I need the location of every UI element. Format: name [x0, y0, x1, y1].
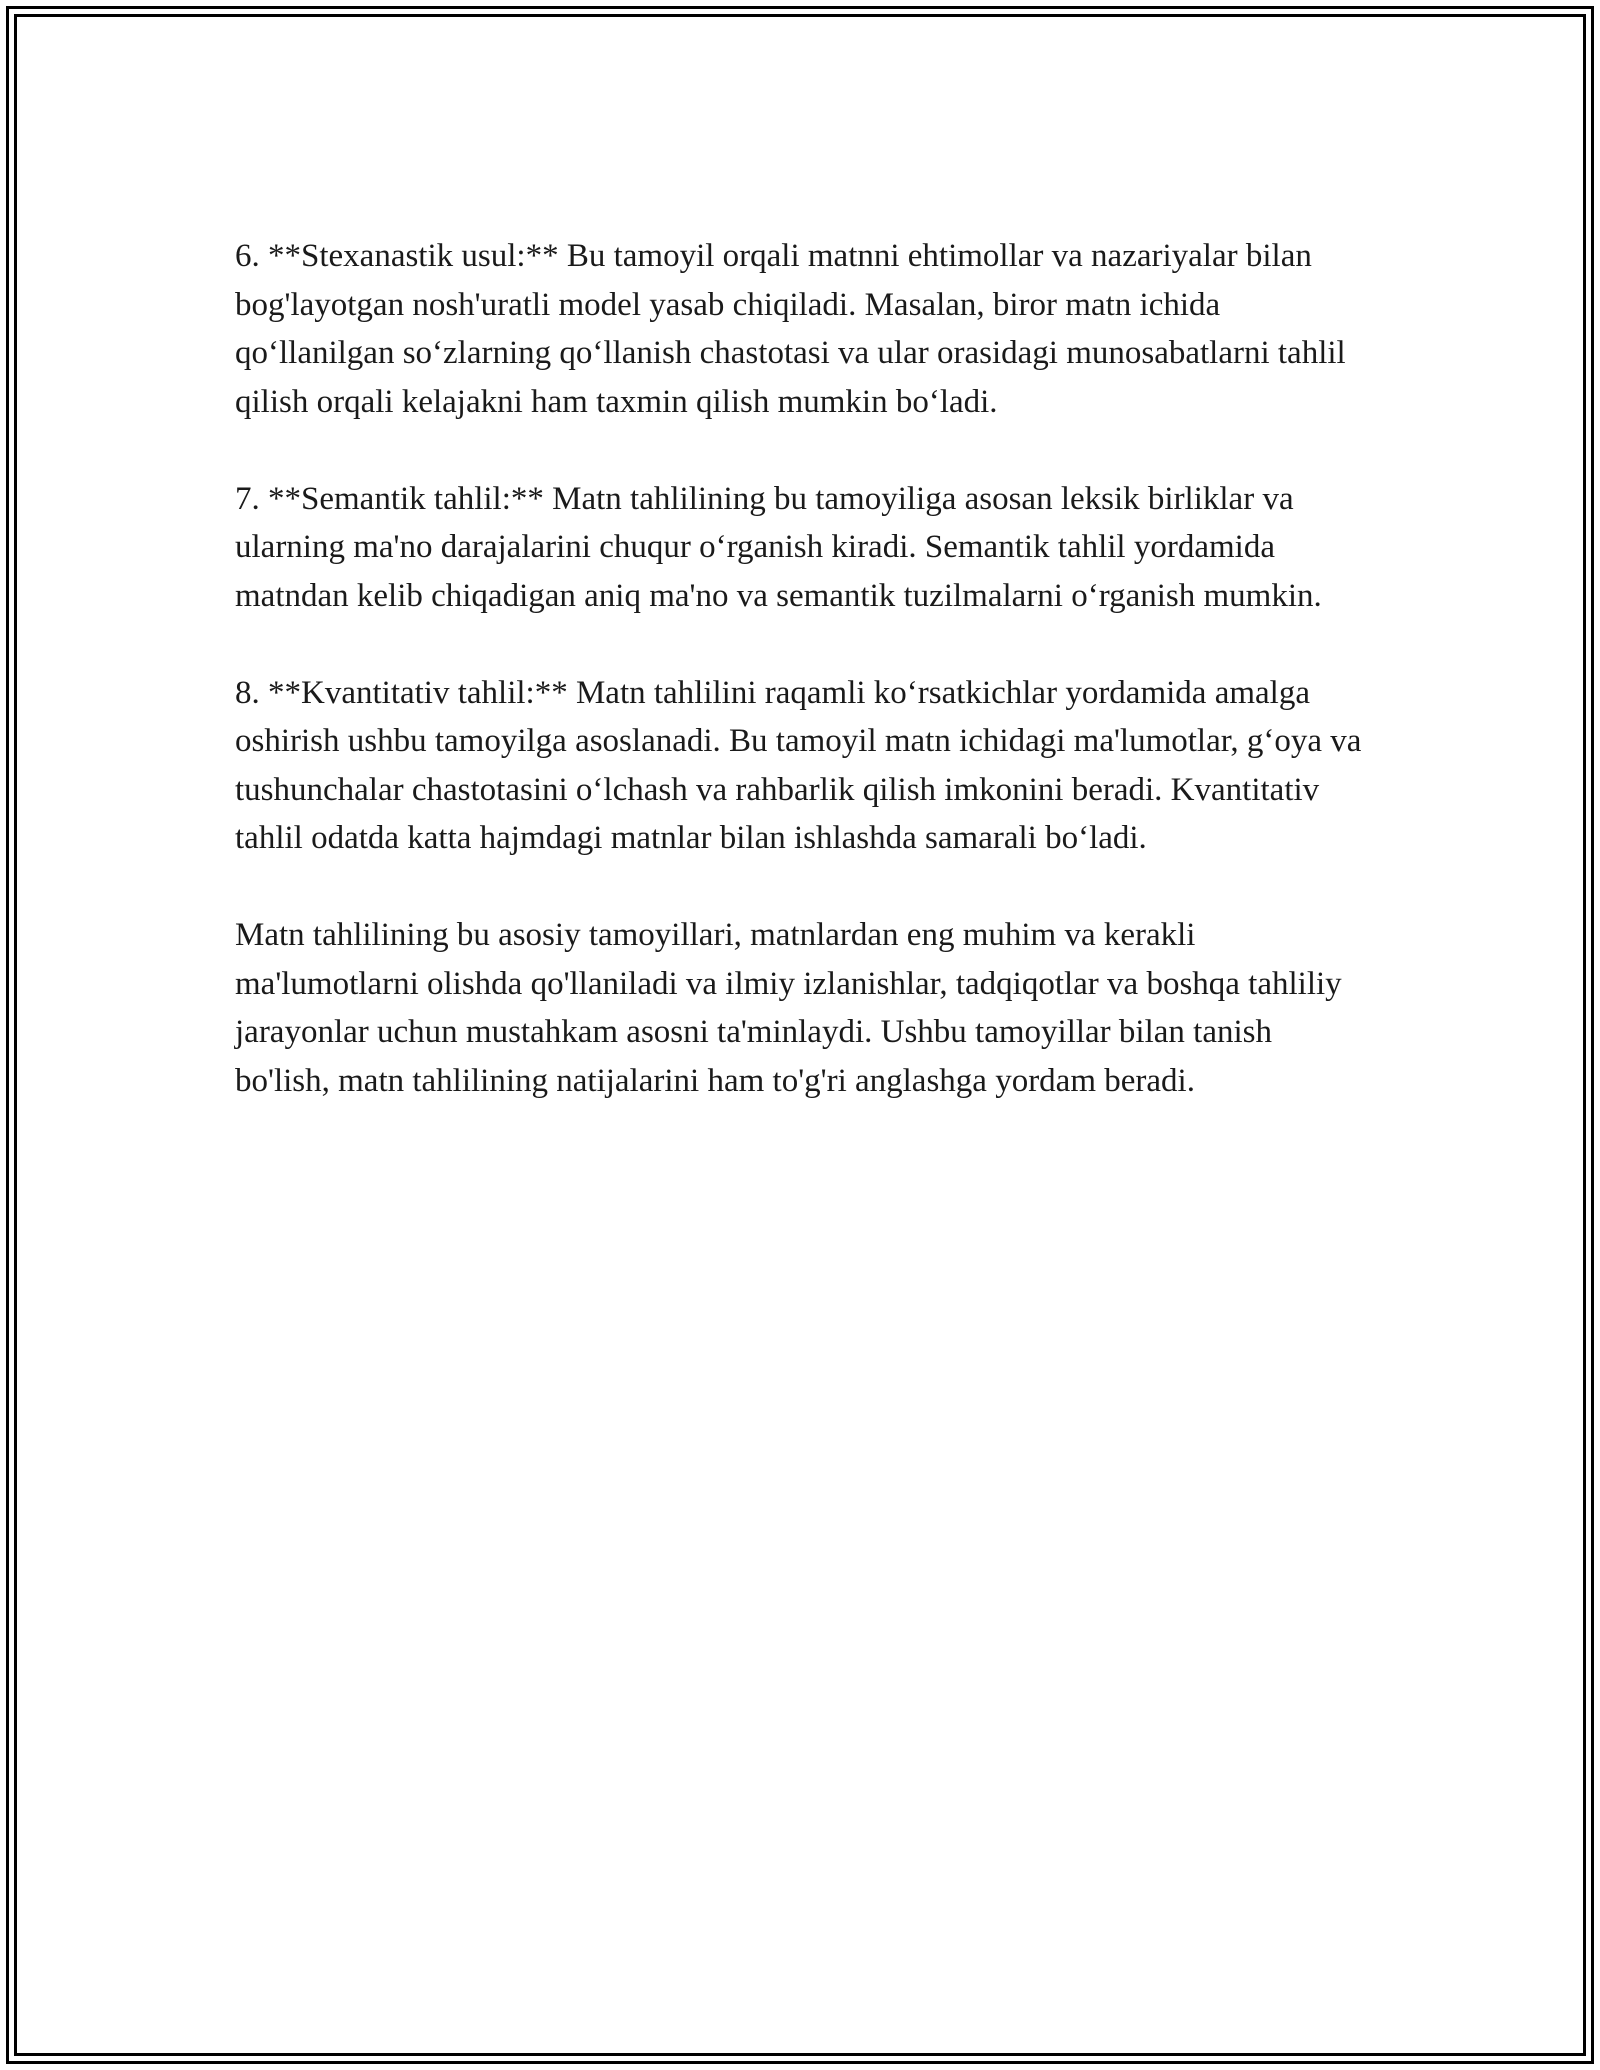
paragraph-conclusion: Matn tahlilining bu asosiy tamoyillari, matnlardan eng muhim va kerakli ma'lumotlarni olishda qo'llaniladi va ilmiy izlanishlar, tadqiqotlar va boshqa tahliliy jarayonlar uchun mustahkam asosni ta'minlaydi. Ushbu tamoyillar bilan tanish bo'lish, matn tahlilining natijalarini ham to'g'ri anglashga yordam beradi.	[235, 917, 1342, 1099]
paragraph-stochastic-method: 6. **Stexanastik usul:** Bu tamoyil orqali matnni ehtimollar va nazariyalar bilan bog'layotgan nosh'uratli model yasab chiqiladi. Masalan, biror matn ichida qo‘llanilgan so‘zlarning qo‘llanish chastotasi va ular orasidagi munosabatlarni tahlil qilish orqali kelajakni ham taxmin qilish mumkin bo‘ladi.	[235, 238, 1346, 420]
paragraph-quantitative-analysis: 8. **Kvantitativ tahlil:** Matn tahlilini raqamli ko‘rsatkichlar yordamida amalga oshirish ushbu tamoyilga asoslanadi. Bu tamoyil matn ichidagi ma'lumotlar, g‘oya va tushunchalar chastotasini o‘lchash va rahbarlik qilish imkonini beradi. Kvantitativ tahlil odatda katta hajmdagi matnlar bilan ishlashda samarali bo‘ladi.	[235, 674, 1362, 856]
paragraph-semantic-analysis: 7. **Semantik tahlil:** Matn tahlilining bu tamoyiliga asosan leksik birliklar va ularning ma'no darajalarini chuqur o‘rganish kiradi. Semantik tahlil yordamida matndan kelib chiqadigan aniq ma'no va semantik tuzilmalarni o‘rganish mumkin.	[235, 480, 1322, 614]
document-body	[235, 232, 1365, 1154]
